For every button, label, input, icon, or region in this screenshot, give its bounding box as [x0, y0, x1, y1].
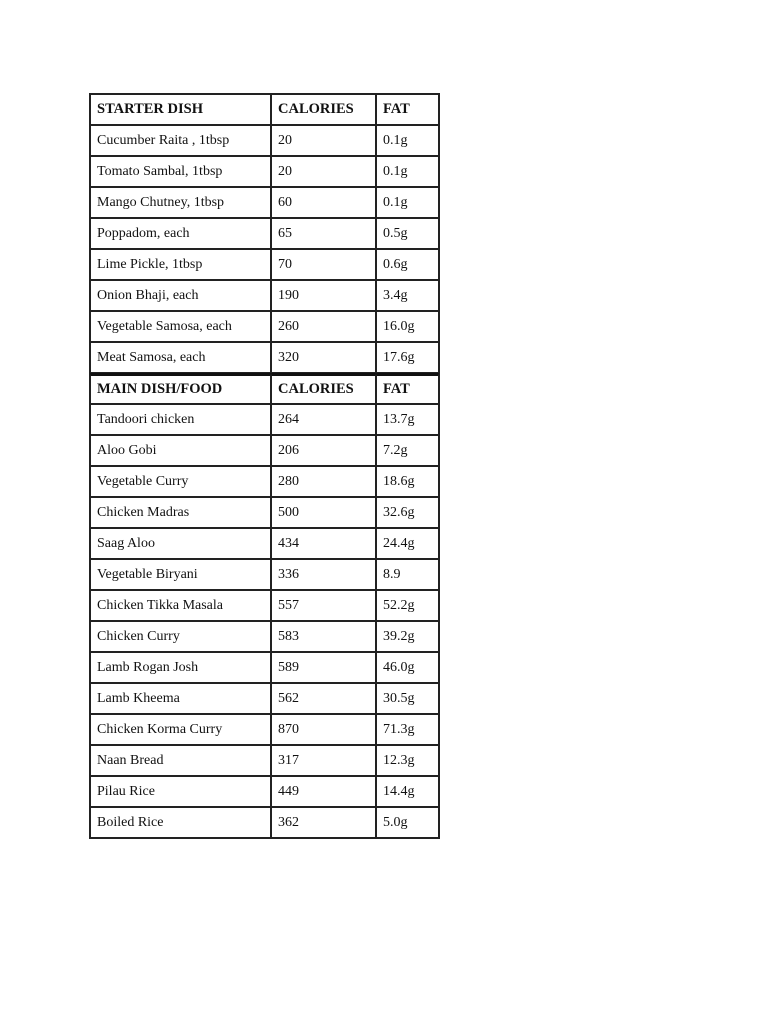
fat-cell: 0.6g: [376, 249, 439, 280]
table-row: [90, 342, 439, 373]
calories-cell: 557: [271, 590, 376, 621]
calories-cell: 589: [271, 652, 376, 683]
calories-cell: 20: [271, 125, 376, 156]
fat-cell: 16.0g: [376, 311, 439, 342]
table-row: [90, 528, 439, 559]
dish-name-cell: Chicken Tikka Masala: [90, 590, 271, 621]
dish-name-cell: Chicken Curry: [90, 621, 271, 652]
calories-cell: 320: [271, 342, 376, 373]
table-row: [90, 652, 439, 683]
dish-name-cell: Vegetable Biryani: [90, 559, 271, 590]
table-row: [90, 497, 439, 528]
calories-cell: 870: [271, 714, 376, 745]
calories-cell: 190: [271, 280, 376, 311]
dish-name-cell: Chicken Korma Curry: [90, 714, 271, 745]
dish-name-cell: Lime Pickle, 1tbsp: [90, 249, 271, 280]
dish-name-cell: Onion Bhaji, each: [90, 280, 271, 311]
table-row: [90, 125, 439, 156]
calories-cell: 583: [271, 621, 376, 652]
dish-name-cell: Chicken Madras: [90, 497, 271, 528]
table-row: [90, 683, 439, 714]
dish-name-cell: Aloo Gobi: [90, 435, 271, 466]
calories-column-header: CALORIES: [271, 94, 376, 125]
table-row: [90, 435, 439, 466]
dish-name-cell: Meat Samosa, each: [90, 342, 271, 373]
fat-cell: 39.2g: [376, 621, 439, 652]
table-row: [90, 280, 439, 311]
calories-cell: 60: [271, 187, 376, 218]
dish-name-cell: Pilau Rice: [90, 776, 271, 807]
calories-cell: 362: [271, 807, 376, 838]
dish-name-cell: Poppadom, each: [90, 218, 271, 249]
fat-cell: 52.2g: [376, 590, 439, 621]
table-row: [90, 745, 439, 776]
table-row: [90, 249, 439, 280]
table-row: [90, 466, 439, 497]
starter-section-header-row: [90, 94, 439, 125]
dish-name-cell: Cucumber Raita , 1tbsp: [90, 125, 271, 156]
calories-cell: 500: [271, 497, 376, 528]
dish-name-cell: Boiled Rice: [90, 807, 271, 838]
table-row: [90, 559, 439, 590]
fat-cell: 17.6g: [376, 342, 439, 373]
dish-column-header: STARTER DISH: [90, 94, 271, 125]
fat-cell: 0.5g: [376, 218, 439, 249]
table-row: [90, 311, 439, 342]
fat-cell: 24.4g: [376, 528, 439, 559]
fat-cell: 13.7g: [376, 404, 439, 435]
calories-cell: 70: [271, 249, 376, 280]
dish-name-cell: Tomato Sambal, 1tbsp: [90, 156, 271, 187]
table-row: [90, 714, 439, 745]
fat-cell: 32.6g: [376, 497, 439, 528]
dish-name-cell: Mango Chutney, 1tbsp: [90, 187, 271, 218]
fat-cell: 30.5g: [376, 683, 439, 714]
calories-cell: 280: [271, 466, 376, 497]
calories-cell: 336: [271, 559, 376, 590]
main-section-header-row: [90, 373, 439, 404]
calories-column-header: CALORIES: [271, 373, 376, 404]
table-row: [90, 218, 439, 249]
calories-cell: 434: [271, 528, 376, 559]
table-row: [90, 187, 439, 218]
calories-cell: 20: [271, 156, 376, 187]
table-row: [90, 156, 439, 187]
fat-cell: 18.6g: [376, 466, 439, 497]
dish-name-cell: Lamb Rogan Josh: [90, 652, 271, 683]
calories-cell: 206: [271, 435, 376, 466]
dish-name-cell: Naan Bread: [90, 745, 271, 776]
fat-cell: 3.4g: [376, 280, 439, 311]
fat-cell: 7.2g: [376, 435, 439, 466]
table-row: [90, 590, 439, 621]
dish-name-cell: Vegetable Samosa, each: [90, 311, 271, 342]
fat-cell: 8.9: [376, 559, 439, 590]
fat-cell: 0.1g: [376, 125, 439, 156]
calories-cell: 264: [271, 404, 376, 435]
fat-cell: 0.1g: [376, 156, 439, 187]
fat-cell: 12.3g: [376, 745, 439, 776]
fat-column-header: FAT: [376, 94, 439, 125]
calories-cell: 562: [271, 683, 376, 714]
dish-name-cell: Saag Aloo: [90, 528, 271, 559]
dish-name-cell: Vegetable Curry: [90, 466, 271, 497]
fat-cell: 0.1g: [376, 187, 439, 218]
table-body: [90, 94, 439, 838]
calories-cell: 260: [271, 311, 376, 342]
dish-name-cell: Tandoori chicken: [90, 404, 271, 435]
fat-column-header: FAT: [376, 373, 439, 404]
dish-column-header: MAIN DISH/FOOD: [90, 373, 271, 404]
calories-cell: 65: [271, 218, 376, 249]
fat-cell: 46.0g: [376, 652, 439, 683]
fat-cell: 71.3g: [376, 714, 439, 745]
nutrition-table: [89, 93, 440, 839]
fat-cell: 14.4g: [376, 776, 439, 807]
table-row: [90, 776, 439, 807]
dish-name-cell: Lamb Kheema: [90, 683, 271, 714]
fat-cell: 5.0g: [376, 807, 439, 838]
table-row: [90, 621, 439, 652]
calories-cell: 449: [271, 776, 376, 807]
table-row: [90, 404, 439, 435]
calories-cell: 317: [271, 745, 376, 776]
table-row: [90, 807, 439, 838]
